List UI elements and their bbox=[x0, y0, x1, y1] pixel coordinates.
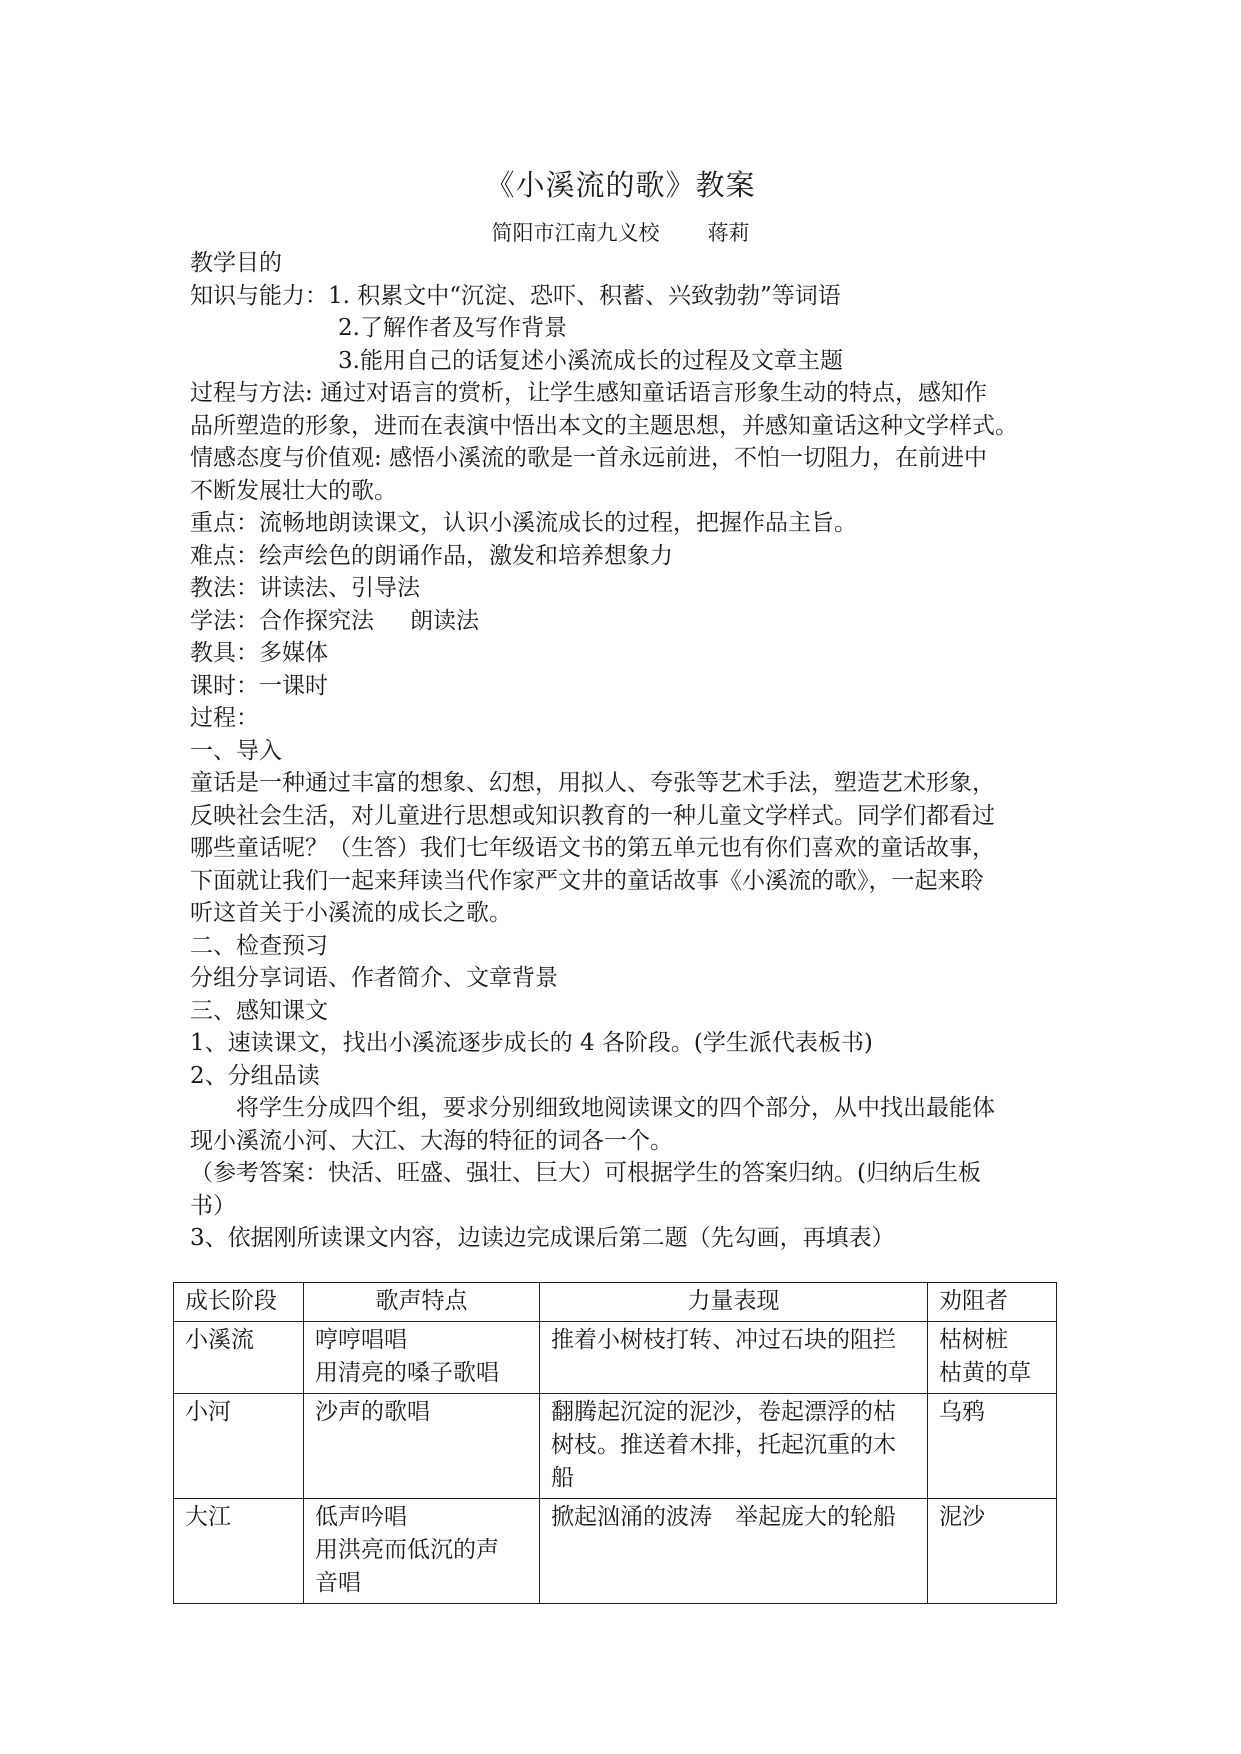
process-line-1: 过程与方法: 通过对语言的赏析，让学生感知童话语言形象生动的特点，感知作 bbox=[190, 380, 988, 406]
cell-text: 泥沙 bbox=[939, 1504, 985, 1530]
byline bbox=[0, 217, 1241, 247]
key-point: 重点：流畅地朗读课文，认识小溪流成长的过程，把握作品主旨。 bbox=[190, 510, 857, 536]
cell-discourager bbox=[928, 1322, 1057, 1394]
step-2-line-2: 现小溪流小河、大江、大海的特征的词各一个。 bbox=[190, 1127, 673, 1154]
growth-stage-table-wrap bbox=[173, 1282, 1057, 1604]
step-2-line-1: 将学生分成四个组，要求分别细致地阅读课文的四个部分，从中找出最能体 bbox=[236, 1095, 995, 1121]
section-1-line: 听这首关于小溪流的成长之歌。 bbox=[190, 900, 512, 926]
cell-text: 小溪流 bbox=[185, 1327, 254, 1353]
difficulty: 难点：绘声绘色的朗诵作品，激发和培养想象力 bbox=[190, 542, 673, 569]
learning-method-b: 朗读法 bbox=[410, 607, 479, 634]
cell-discourager bbox=[928, 1394, 1057, 1499]
step-2: 2、分组品读 bbox=[190, 1062, 320, 1089]
cell-text: 小河 bbox=[185, 1399, 231, 1425]
knowledge-line-1: 知识与能力：1. 积累文中“沉淀、恐吓、积蓄、兴致勃勃”等词语 bbox=[190, 282, 841, 309]
answer-line-2: 书） bbox=[190, 1192, 236, 1219]
cell-power bbox=[540, 1322, 928, 1394]
learning-method-a: 学法：合作探究法 bbox=[190, 607, 374, 634]
cell-text: 翻腾起沉淀的泥沙，卷起漂浮的枯 bbox=[551, 1399, 896, 1425]
table-row bbox=[174, 1394, 1057, 1499]
cell-text: 沙声的歌唱 bbox=[315, 1399, 430, 1425]
section-1-line: 哪些童话呢？（生答）我们七年级语文书的第五单元也有你们喜欢的童话故事， bbox=[190, 835, 995, 861]
table-row bbox=[174, 1322, 1057, 1394]
step-1: 1、速读课文，找出小溪流逐步成长的 4 各阶段。(学生派代表板书) bbox=[190, 1030, 873, 1056]
header-song: 歌声特点 bbox=[304, 1283, 540, 1322]
cell-text: 枯树桩 bbox=[939, 1327, 1008, 1353]
section-1-heading: 一、导入 bbox=[190, 737, 282, 764]
step-3: 3、依据刚所读课文内容，边读边完成课后第二题（先勾画，再填表） bbox=[190, 1225, 895, 1251]
class-duration: 课时：一课时 bbox=[190, 672, 328, 699]
cell-text: 用洪亮而低沉的声 bbox=[315, 1537, 499, 1563]
cell-power bbox=[540, 1499, 928, 1604]
process-label: 过程： bbox=[190, 705, 259, 731]
cell-discourager bbox=[928, 1499, 1057, 1604]
emotion-line-2: 不断发展壮大的歌。 bbox=[190, 477, 397, 504]
cell-text: 音唱 bbox=[315, 1570, 361, 1596]
school-name: 简阳市江南九义校 bbox=[491, 221, 660, 245]
emotion-line-1: 情感态度与价值观: 感悟小溪流的歌是一首永远前进，不怕一切阻力，在前进中 bbox=[190, 445, 988, 471]
section-1-line: 童话是一种通过丰富的想象、幻想，用拟人、夸张等艺术手法，塑造艺术形象， bbox=[190, 770, 995, 796]
cell-stage bbox=[174, 1499, 304, 1604]
section-2-heading: 二、检查预习 bbox=[190, 932, 328, 959]
knowledge-line-2: 2.了解作者及写作背景 bbox=[338, 315, 567, 341]
cell-text: 树枝。推送着木排，托起沉重的木 bbox=[551, 1432, 896, 1458]
cell-stage bbox=[174, 1394, 304, 1499]
answer-line-1: （参考答案：快活、旺盛、强壮、巨大）可根据学生的答案归纳。(归纳后生板 bbox=[190, 1160, 981, 1186]
table-row bbox=[174, 1499, 1057, 1604]
cell-text: 低声吟唱 bbox=[315, 1504, 407, 1530]
section-1-line: 反映社会生活，对儿童进行思想或知识教育的一种儿童文学样式。同学们都看过 bbox=[190, 802, 995, 829]
cell-text: 用清亮的嗓子歌唱 bbox=[315, 1360, 499, 1386]
cell-song bbox=[304, 1394, 540, 1499]
cell-text: 推着小树枝打转、冲过石块的阻拦 bbox=[551, 1327, 896, 1353]
cell-song bbox=[304, 1322, 540, 1394]
header-discourager: 劝阻者 bbox=[928, 1283, 1057, 1322]
growth-stage-table bbox=[173, 1282, 1057, 1604]
section-3-heading: 三、感知课文 bbox=[190, 997, 328, 1024]
cell-text: 乌鸦 bbox=[939, 1399, 985, 1425]
cell-text: 枯黄的草 bbox=[939, 1360, 1031, 1386]
header-stage: 成长阶段 bbox=[174, 1283, 304, 1322]
knowledge-line-3: 3.能用自己的话复述小溪流成长的过程及文章主题 bbox=[338, 347, 843, 374]
section-1-line: 下面就让我们一起来拜读当代作家严文井的童话故事《小溪流的歌》，一起来聆 bbox=[190, 867, 984, 894]
section-2-text: 分组分享词语、作者简介、文章背景 bbox=[190, 965, 558, 991]
cell-song bbox=[304, 1499, 540, 1604]
cell-stage bbox=[174, 1322, 304, 1394]
document-title: 《小溪流的歌》教案 bbox=[485, 168, 756, 202]
teaching-method: 教法：讲读法、引导法 bbox=[190, 575, 420, 601]
author-name: 蒋莉 bbox=[707, 221, 750, 245]
table-header-row bbox=[174, 1283, 1057, 1322]
cell-power bbox=[540, 1394, 928, 1499]
learning-method bbox=[190, 605, 1060, 638]
header-power: 力量表现 bbox=[540, 1283, 928, 1322]
cell-text: 大江 bbox=[185, 1504, 231, 1530]
cell-text: 哼哼唱唱 bbox=[315, 1327, 407, 1353]
teaching-tools: 教具：多媒体 bbox=[190, 640, 328, 666]
cell-text: 掀起汹涌的波涛 举起庞大的轮船 bbox=[551, 1504, 896, 1530]
cell-text: 船 bbox=[551, 1465, 574, 1491]
objectives-heading: 教学目的 bbox=[190, 250, 282, 276]
process-line-2: 品所塑造的形象，进而在表演中悟出本文的主题思想，并感知童话这种文学样式。 bbox=[190, 412, 1018, 439]
lesson-body bbox=[190, 247, 1060, 1255]
